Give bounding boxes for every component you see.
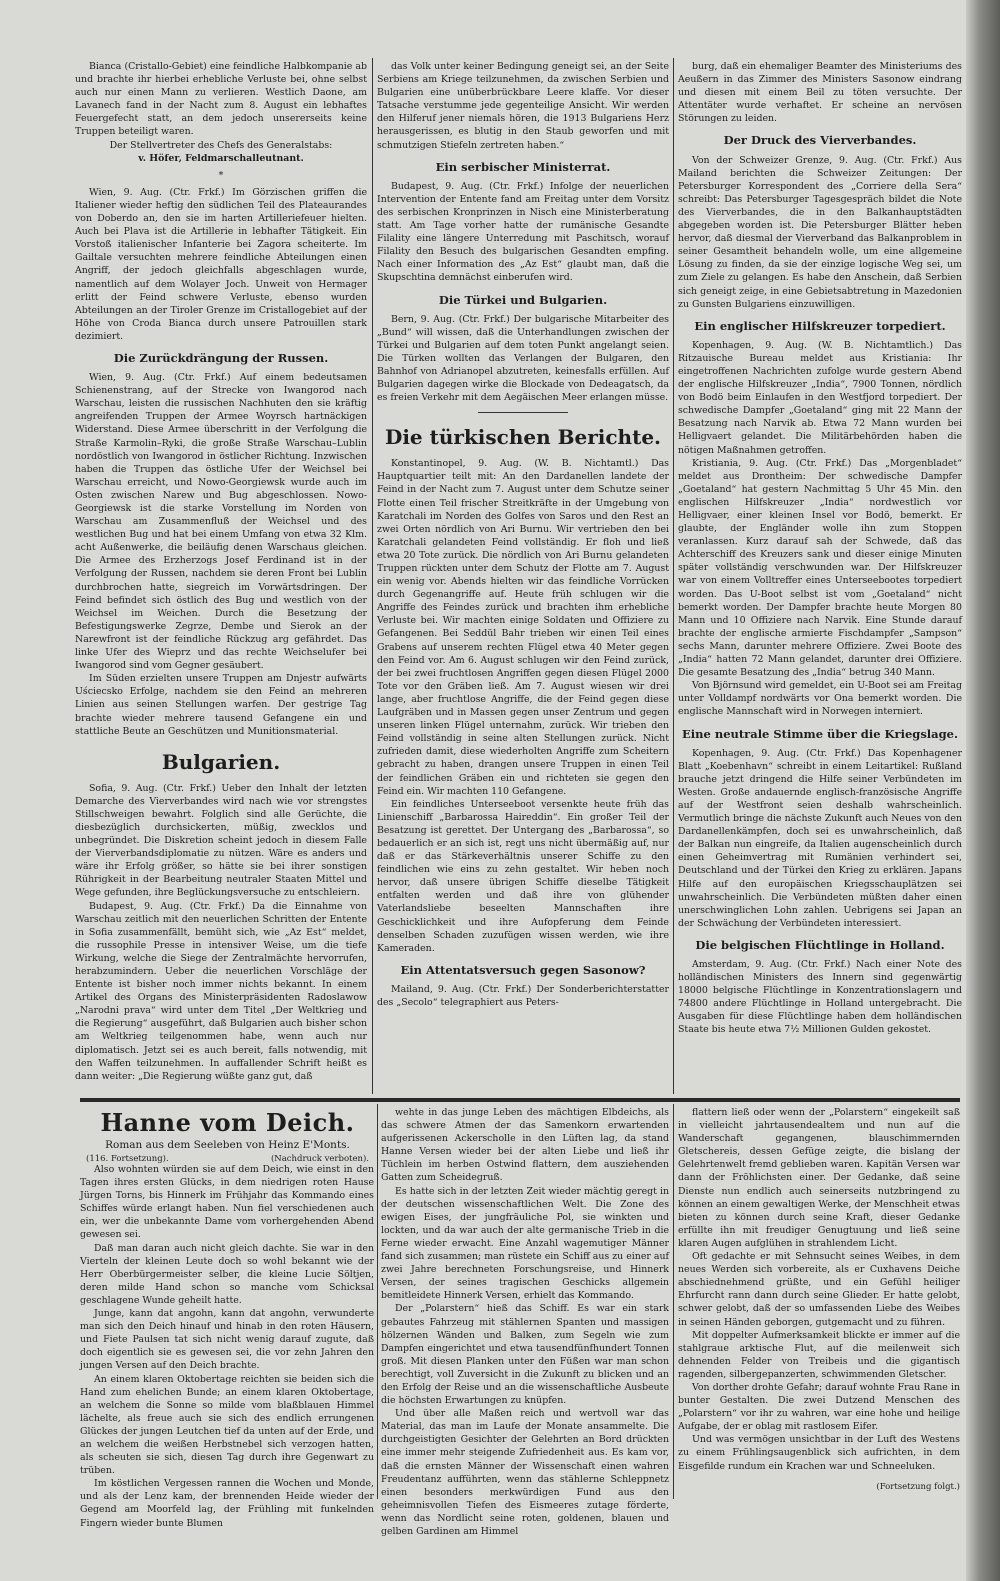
signature-name: v. Höfer, Feldmarschalleutnant. xyxy=(138,152,304,164)
article-paragraph: An einem klaren Oktobertage reichten sie beiden sich die Hand zum ehelichen Bunde; an einem klaren Oktobertage, an welchem die Sonne so milde vom blaßblauen Himmel lächelte, als freue auch sie sich des endlich errungenen Glückes der jungen Leutchen tief da unten auf der Erde, und an welchem die weißen Herbstnebel sich verzogen hatten, als scheuten sie sich, diesen Tag durch ihre Gegenwart zu trüben. xyxy=(80,1373,374,1477)
article-paragraph: Kopenhagen, 9. Aug. (W. B. Nichtamtlich.) Das Ritzauische Bureau meldet aus Kristiania: Ihr eingetroffenen Nachrichten zufolge wurde gestern Abend der englische Hilfskreuzer „India“, 7900 Tonnen, nördlich von Bodö beim Einlaufen in den Westfjord torpediert. Der schwedische Dampfer „Goetaland“ ging mit 22 Mann der Besatzung nach Narvik ab. Etwa 72 Mann wurden bei Helligvaert gelandet. Die Militärbehörden haben die nötigen Maßnahmen getroffen. xyxy=(678,339,962,456)
article-paragraph: Im köstlichen Vergessen rannen die Wochen und Monde, und als der Lenz kam, der brennenden Heide wieder der Gegend am Moorfeld lag, der Frühling mit funkelnden Fingern wieder bunte Blumen xyxy=(80,1478,374,1529)
article-paragraph: das Volk unter keiner Bedingung geneigt sei, an der Seite Serbiens am Kriege teilzunehmen, da zwischen Serbien und Bulgarien eine unüberbrückbare Leere klaffe. Vor dieser Tatsache verstumme jede gegenteilige Ansicht. Wir werden den Hilferuf jener niemals hören, die 1913 Bulgariens Herz herausgerissen, es blutig in den Staub geworfen und mit schmutzigen Stiefeln zertreten haben.“ xyxy=(377,61,669,151)
article-paragraph: Mailand, 9. Aug. (Ctr. Frkf.) Der Sonderberichterstatter des „Secolo“ telegraphiert aus Peters- xyxy=(377,983,669,1008)
article-paragraph: Von dorther drohte Gefahr; darauf wohnte Frau Rane in bunter Gestalten. Die zwei Dutzend Menschen des „Polarstern“ vor ihr zu wahren, war eine hohe und heilige Aufgabe, der er oblag mit rastlosem Eifer. xyxy=(678,1381,960,1433)
article-paragraph: Junge, kann dat angohn, kann dat angohn, verwunderte man sich den Deich hinauf und hinab in den roten Häusern, und Fiete Paulsen tat sich nicht wenig darauf zugute, daß doch eigentlich sie es gewesen sei, die vor zehn Jahren den jungen Versen auf den Deich brachte. xyxy=(80,1308,374,1372)
article-paragraph: Kristiania, 9. Aug. (Ctr. Frkf.) Das „Morgenbladet“ meldet aus Drontheim: Der schwedische Dampfer „Goetaland“ hat gestern Nachmittag 5 Uhr 45 Min. den englischen Hilfskreuzer „India“ nordwestlich vor Helligvaer, einer kleinen Insel vor Bodö, bemerkt. Er glaubte, der Engländer wolle ihn zum Stoppen veranlassen. Kurz darauf sah der Schwede, daß das Achterschiff des Kreuzers sank und dieser einige Minuten später vollständig verschwunden war. Der Hilfskreuzer war von einem Volltreffer eines Unterseebootes torpediert worden. Das U-Boot selbst ist vom „Goetaland“ nicht bemerkt worden. Der Dampfer brachte heute Morgen 80 Mann und 10 Offiziere nach Narvik. Eine Stunde darauf brachte der englische armierte Fischdampfer „Sampson“ sechs Mann, darunter mehrere Offiziere. Zwei Boote des „India“ hatten 72 Mann gelandet, darunter drei Offiziere. Die gesamte Besatzung des „India“ betrug 340 Mann. xyxy=(678,457,962,679)
separator-asterisk: * xyxy=(218,169,224,181)
article-paragraph: Sofia, 9. Aug. (Ctr. Frkf.) Ueber den Inhalt der letzten Demarche des Vierverbandes wird nach wie vor strengstes Stillschweigen bewahrt. Folglich sind alle Gerüchte, die diesbezüglich durchsickerten, müßig, zwecklos und unbegründet. Die Diskretion scheint jedoch in diesem Falle der Vierverbandsdiplomatie zu nützen. Wäre es anders und wäre ihr Erfolg größer, so hätte sie bei ihrer sonstigen Rührigkeit in der Bearbeitung neutraler Staaten Mittel und Wege gefunden, ihre Beglückungsversuche zu entschleiern. xyxy=(75,782,367,899)
feuilleton-column-1 xyxy=(80,1163,374,1529)
feuilleton-subtitle: Roman aus dem Seeleben von Heinz E'Monts. xyxy=(105,1139,350,1151)
article-paragraph: Der „Polarstern“ hieß das Schiff. Es war ein stark gebautes Fahrzeug mit stählernen Spanten und massigen hölzernen Wänden und Balken, zum Segeln wie zum Dampfen eingerichtet und etwa tausendfünfhundert Tonnen groß. Mit diesen Planken unter den Füßen war man schon berechtigt, voll Zuversicht in die Zukunft zu blicken und an den Erfolg der Reise und an die wissenschaftliche Ausbeute die höchsten Erwartungen zu knüpfen. xyxy=(381,1303,669,1407)
article-paragraph: Amsterdam, 9. Aug. (Ctr. Frkf.) Nach einer Note des holländischen Ministers des Innern sind gegenwärtig 18000 belgische Flüchtlinge in Konzentrationslagern und 74800 andere Flüchtlinge in Holland untergebracht. Die Ausgaben für diese Flüchtlinge haben dem holländischen Staate bis heute etwa 7½ Millionen Gulden gekostet. xyxy=(678,959,962,1036)
column-rule xyxy=(673,1104,674,1499)
article-paragraph: burg, daß ein ehemaliger Beamter des Ministeriums des Aeußern in das Zimmer des Ministers Sasonow eindrang und diesen mit einem Beil zu töten versuchte. Der Attentäter wurde verhaftet. Er scheine an nervösen Störungen zu leiden. xyxy=(678,61,962,125)
article-paragraph: flattern ließ oder wenn der „Polarstern“ eingekeilt saß in vielleicht jahrtausendealtem und nun auf die Wanderschaft gegangenen, blauschimmernden Gletschereis, dessen Gefüge zeigte, die bislang der Gelehrtenwelt fremd geblieben waren. Kapitän Versen war dann der Fröhlichsten einer. Der Gedanke, daß seine Dienste nun endlich auch seinerseits nutzbringend zu können an einem gewaltigen Werke, der Menschheit etwas bieten zu können durch seine Kraft, dieser Gedanke erfüllte ihn mit freudiger Genugtuung und ließ seine klaren Augen aufglühen in strahlendem Licht. xyxy=(678,1107,960,1249)
article-headline: Ein serbischer Ministerrat. xyxy=(435,159,611,174)
separator-rule xyxy=(478,412,568,413)
article-paragraph: Von Björnsund wird gemeldet, ein U-Boot sei am Freitag unter Volldampf nordwärts vor Ona bemerkt worden. Die englische Mannschaft wird in Norwegen interniert. xyxy=(678,680,962,718)
article-headline: Ein Attentatsversuch gegen Sasonow? xyxy=(400,962,646,977)
top-column-3 xyxy=(678,60,962,1094)
article-paragraph: Es hatte sich in der letzten Zeit wieder mächtig geregt in der deutschen wissenschaftlichen Welt. Die Zone des ewigen Eises, der jungfräuliche Pol, sie winkten und lockten, und da war auch der alte germanische Trieb in die Ferne wieder erwacht. Eine Anzahl wagemutiger Männer fand sich zusammen; man rüstete ein Schiff aus zu einer auf zwei Jahre berechneten Forschungsreise, und Hinnerk Versen, der seines tragischen Geschicks allgemein bemitleidete Hinnerk Versen, erhielt das Kommando. xyxy=(381,1185,669,1302)
column-rule xyxy=(377,1104,378,1499)
article-paragraph: Budapest, 9. Aug. (Ctr. Frkf.) Da die Einnahme von Warschau zeitlich mit den neuerlichen Schritten der Entente in Sofia zusammenfällt, bemüht sich, wie „Az Est“ meldet, die russophile Presse in intensiver Weise, um die tiefe Wirkung, welche die Siege der Zentralmächte hervorrufen, herabzumindern. Ueber die neuerlichen Vorschläge der Entente ist bisher noch immer nichts bekannt. In einem Artikel des Organs des Ministerpräsidenten Radoslawow „Narodni prava“ wird unter dem Titel „Der Weltkrieg und die Regierung“ ausgeführt, daß Bulgarien auch bisher schon am Weltkrieg teilgenommen habe, wenn auch nur diplomatisch. Jetzt sei es auch bereit, falls notwendig, mit den Waffen teilzunehmen. In auffallender Schrift heißt es dann weiter: „Die Regierung wüßte ganz gut, daß xyxy=(75,900,367,1082)
article-headline: Eine neutrale Stimme über die Kriegslage. xyxy=(682,726,958,741)
article-headline: Die belgischen Flüchtlinge in Holland. xyxy=(695,937,945,952)
article-paragraph: Daß man daran auch nicht gleich dachte. Sie war in den Vierteln der kleinen Leute doch so wohl bekannt wie der Herr Oberbürgermeister selber, die kleine Lucie Söltjen, deren milde Hand schon so manche vom Schicksal geschlagene Wunde geheilt hatte. xyxy=(80,1242,374,1306)
continuation-note: (Fortsetzung folgt.) xyxy=(876,1481,960,1492)
feuilleton-title: Hanne vom Deich. xyxy=(100,1108,355,1137)
feuilleton-column-2 xyxy=(381,1106,669,1537)
column-rule xyxy=(673,58,674,1094)
section-headline: Bulgarien. xyxy=(161,749,281,774)
article-paragraph: Im Süden erzielten unsere Truppen am Dnjestr aufwärts Uściecsko Erfolge, nachdem sie den Feind an mehreren Linien aus seinen Stellungen warfen. Der gestrige Tag brachte wieder mehrere tausend Gefangene ein und stattliche Beute an Geschützen und Munitionsmaterial. xyxy=(75,673,367,737)
installment-number: (116. Fortsetzung). xyxy=(86,1154,169,1164)
article-paragraph: Und über alle Maßen reich und wertvoll war das Material, das man im Laufe der Monate ansammelte. Die durchgeistigten Gesichter der Gelehrten an Bord drückten eine immer mehr steigende Zufriedenheit aus. Es kam vor, daß die ernsten Männer der Wissenschaft einen wahren Freudentanz aufführten, wenn das stählerne Schleppnetz einen besonders merkwürdigen Fund aus den geheimnisvollen Tiefen des Eismeeres zutage förderte, wenn das Nordlicht seine roten, goldenen, blauen und gelben Gardinen am Himmel xyxy=(381,1408,669,1537)
signature-caption: Der Stellvertreter des Chefs des Generalstabs: xyxy=(109,139,333,151)
article-paragraph: Bern, 9. Aug. (Ctr. Frkf.) Der bulgarische Mitarbeiter des „Bund“ will wissen, daß die Unterhandlungen zwischen der Türkei und Bulgarien auf dem toten Punkt angelangt seien. Die Türken wollten das Verlangen der Bulgaren, den Bahnhof von Adrianopel abzutreten, keinesfalls erfüllen. Auf Bulgarien dagegen wirke die Blockade von Dedeagatsch, da es freien Verkehr mit dem Aegäischen Meer erlangen müsse. xyxy=(377,313,669,404)
article-paragraph: Wien, 9. Aug. (Ctr. Frkf.) Im Görzischen griffen die Italiener wieder heftig den südlichen Teil des Plateaurandes von Doberdo an, den sie im harten Artilleriefeuer hielten. Auch bei Plava ist die Artillerie in lebhafter Tätigkeit. Ein Vorstoß italienischer Infanterie bei Zagora scheiterte. Im Gailtale versuchten mehrere feindliche Abteilungen einen Angriff, der jedoch gleichfalls abgeschlagen wurde, namentlich auf dem Wolayer Joch. Unweit von Hermager erlitt der Feind schwere Verluste, ebenso wurden Abteilungen an der Tiroler Grenze im Cristallogebiet auf der Höhe von Croda Bianca durch unsere Patrouillen stark dezimiert. xyxy=(75,186,367,342)
top-column-1 xyxy=(75,60,367,1094)
article-paragraph: Oft gedachte er mit Sehnsucht seines Weibes, in dem neues Werden sich vorbereite, als er Cuxhavens Deiche abschiednehmend grüßte, und ein Gefühl heiliger Ehrfurcht rann dann durch seine Glieder. Er hatte gelobt, schwer gelobt, daß der so umfassenden Liebe des Weibes in seinen Händen geborgen, gutgemacht und zu führen. xyxy=(678,1251,960,1328)
page-edge-shadow xyxy=(966,0,1000,1581)
article-paragraph: Also wohnten würden sie auf dem Deich, wie einst in den Tagen ihres ersten Glücks, in dem niedrigen roten Hause Jürgen Torns, bis Hinnerk im Frühjahr das Kommando eines Schiffes würde erlangt haben. Nun fiel verschiedenen auch ein, wer die unbekannte Dame vom vorhergehenden Abend gewesen sei. xyxy=(80,1164,374,1241)
article-paragraph: Budapest, 9. Aug. (Ctr. Frkf.) Infolge der neuerlichen Intervention der Entente fand am Freitag unter dem Vorsitz des serbischen Kronprinzen in Nisch eine Ministerberatung statt. Am Tage vorher hatte der rumänische Gesandte Filality eine längere Unterredung mit Paschitsch, worauf Filality den Besuch des bulgarischen Gesandten empfing. Nach einer Information des „Az Est“ glaubt man, daß die Skupschtina demnächst einberufen wird. xyxy=(377,180,669,284)
article-headline: Die Zurückdrängung der Russen. xyxy=(113,350,329,365)
article-paragraph: Wien, 9. Aug. (Ctr. Frkf.) Auf einem bedeutsamen Schienenstrang, auf der Strecke von Iwangorod nach Warschau, leisten die russischen Nachhuten den sie kräftig angreifenden Truppen der Armee Woyrsch hartnäckigen Widerstand. Diese Armee überschritt in der Verfolgung die Straße Karmolin–Ryki, die große Straße Warschau–Lublin nordöstlich von Iwangorod in östlicher Richtung. Inzwischen haben die Truppen das östliche Ufer der Weichsel bei Warschau erreicht, und Nowo-Georgiewsk wurde auch im Osten zwischen Narew und Bug abgeschlossen. Nowo-Georgiewsk ist die starke Vorstellung im Norden von Warschau am Zusammenfluß der Weichsel und des westlichen Bug und hat bei einem Umfang von etwa 32 Klm. acht Außenwerke, die beiläufig denen Warschaus gleichen. Die Armee des Erzherzogs Josef Ferdinand ist in der Verfolgung der Russen, nachdem sie deren Front bei Lublin durchbrochen hatte, siegreich im Vorwärtsdringen. Der Feind befindet sich östlich des Bug und westlich von der Weichsel im Weichen. Durch die Besetzung der Befestigungswerke Zegrze, Dembe und Sierok an der Narewfront ist der feindliche Rückzug arg gefährdet. Das linke Ufer des Wieprz und das rechte Weichselufer bei Iwangorod sind vom Gegner gesäubert. xyxy=(75,372,367,672)
article-headline: Der Druck des Vierverbandes. xyxy=(723,133,917,148)
column-rule xyxy=(372,58,373,1094)
article-paragraph: Ein feindliches Unterseeboot versenkte heute früh das Linienschiff „Barbarossa Haireddin“. Ein großer Teil der Besatzung ist gerettet. Der Untergang des „Barbarossa“, so bedauerlich er an sich ist, regt uns nicht übermäßig auf, nur daß er das Stärkeverhältnis unserer Schiffe zu den feindlichen wie eins zu zehn gestaltet. Wir heben noch hervor, daß unsere übrigen Schiffe dieselbe Tätigkeit entfalten werden und daß ihre von glühender Vaterlandsliebe beseelten Mannschaften ihre Geschicklichkeit und ihre Aufopferung dem Feinde denselben Schaden zuzufügen wissen werden, wie ihre Kameraden. xyxy=(377,798,669,954)
article-paragraph: Von der Schweizer Grenze, 9. Aug. (Ctr. Frkf.) Aus Mailand berichten die Schweizer Zeitungen: Der Petersburger Korrespondent des „Corriere della Sera“ schreibt: Das Petersburger Tagesgespräch bildet die Note des Vierverbandes, die in den Balkanhauptstädten abgegeben worden ist. Die Petersburger Blätter heben hervor, daß diesmal der Vierverband das Balkanproblem in seiner Gesamtheit behandeln wolle, um eine allgemeine Lösung zu finden, da sie der einzige logische Weg sei, um zum Ziele zu gelangen. Es habe den Anschein, daß Serbien sich geneigt zeige, in eine Gebietsabtretung in Mazedonien zu Gunsten Bulgariens einzuwilligen. xyxy=(678,154,962,310)
article-paragraph: wehte in das junge Leben des mächtigen Elbdeichs, als das schwere Atmen der das Samenkorn erwartenden aufgerissenen Ackerscholle in den Lüften lag, da stand Hanne Versen wieder bei der alten Liebe und ließ ihr Tüchlein im herben Ostwind flattern, dem ausziehenden Gatten zum Scheidegruß. xyxy=(381,1107,669,1184)
section-headline: Die türkischen Berichte. xyxy=(384,425,661,450)
feuilleton-column-3 xyxy=(678,1106,960,1498)
article-headline: Ein englischer Hilfskreuzer torpediert. xyxy=(694,318,946,333)
article-paragraph: Konstantinopel, 9. Aug. (W. B. Nichtamtl.) Das Hauptquartier teilt mit: An den Dardanellen landete der Feind in der Nacht zum 7. August unter dem Schutze seiner Flotte einen Teil frischer Streitkräfte in der Umgebung von Karatchali im Norden des Golfes von Saros und den Rest an zwei Orten nördlich von Ari Burnu. Wir vertrieben den bei Karatchali gelandeten Feind vollständig. Er floh und ließ etwa 20 Tote zurück. Die nördlich von Ari Burnu gelandeten Truppen rückten unter dem Schutz der Flotte am 7. August ein wenig vor. Abends hielten wir das feindliche Vorrücken durch Gegenangriffe auf. Heute früh schlugen wir die Angriffe des Feindes zurück und brachten ihm erhebliche Verluste bei. Wir machten einige Soldaten und Offiziere zu Gefangenen. Bei Seddül Bahr trieben wir einen Teil eines Grabens auf unserem rechten Flügel etwa 40 Meter gegen den Feind vor. Am 6. August schlugen wir den Feind zurück, der bei zwei fruchtlosen Angriffen gegen diesen Flügel 2000 Tote vor den Gräben ließ. Am 7. August wiesen wir drei lange, aber fruchtlose Angriffe, die der Feind gegen diese Laufgräben und in Massen gegen unser Zentrum und gegen unseren linken Flügel unternahm, zurück. Wir trieben den Feind vollständig in seine alten Stellungen zurück. Nicht zufrieden damit, diese wiederholten Angriffe zum Scheitern gebracht zu haben, drangen unsere Truppen in einen Teil der feindlichen Gräben ein und richteten sie gegen den Feind ein. Wir machten 110 Gefangene. xyxy=(377,458,669,797)
top-column-2 xyxy=(377,60,669,1094)
feuilleton-header xyxy=(80,1108,375,1164)
article-paragraph: Und was vermögen unsichtbar in der Luft des Westens zu einem Frühlingsaugenblick sich aufrichten, in dem Eisgefilde rundum ein Krachen war und Schneeluken. xyxy=(678,1434,960,1472)
reprint-notice: (Nachdruck verboten). xyxy=(270,1154,369,1164)
feuilleton-divider xyxy=(80,1098,960,1102)
article-headline: Die Türkei und Bulgarien. xyxy=(438,292,608,307)
article-paragraph: Bianca (Cristallo-Gebiet) eine feindliche Halbkompanie ab und brachte ihr hierbei erhebliche Verluste bei, ohne selbst auch nur einen Mann zu verlieren. Westlich Daone, am Lavanech fand in der Nacht zum 8. August ein lebhaftes Feuergefecht statt, an dem jedoch unsererseits keine Truppen beteiligt waren. xyxy=(75,61,367,138)
article-paragraph: Mit doppelter Aufmerksamkeit blickte er immer auf die stahlgraue arktische Flut, auf die meilenweit sich dehnenden Felder von Treibeis und die gigantisch ragenden, silbergepanzerten, schwimmenden Gletscher. xyxy=(678,1329,960,1380)
article-paragraph: Kopenhagen, 9. Aug. (Ctr. Frkf.) Das Kopenhagener Blatt „Koebenhavn“ schreibt in einem Leitartikel: Rußland brauche jetzt dringend die Hilfe seiner Verbündeten im Westen. Große andauernde englisch-französische Angriffe auf der Westfront seien deshalb wahrscheinlich. Vermutlich bringe die nächste Zukunft auch Neues von den Dardanellenkämpfen, doch sei es unwahrscheinlich, daß der Balkan nun eingreife, da Italien augenscheinlich durch einen Geheimvertrag mit Rumänien verhindert sei, Deutschland und der Türkei den Krieg zu erklären. Japans Hilfe auf den europäischen Kriegsschauplätzen sei unwahrscheinlich. Die Verbündeten müßten daher einen unerschwinglichen Lohn zahlen. Uebrigens sei Japan an der Schwächung der Verbündeten interessiert. xyxy=(678,747,962,929)
